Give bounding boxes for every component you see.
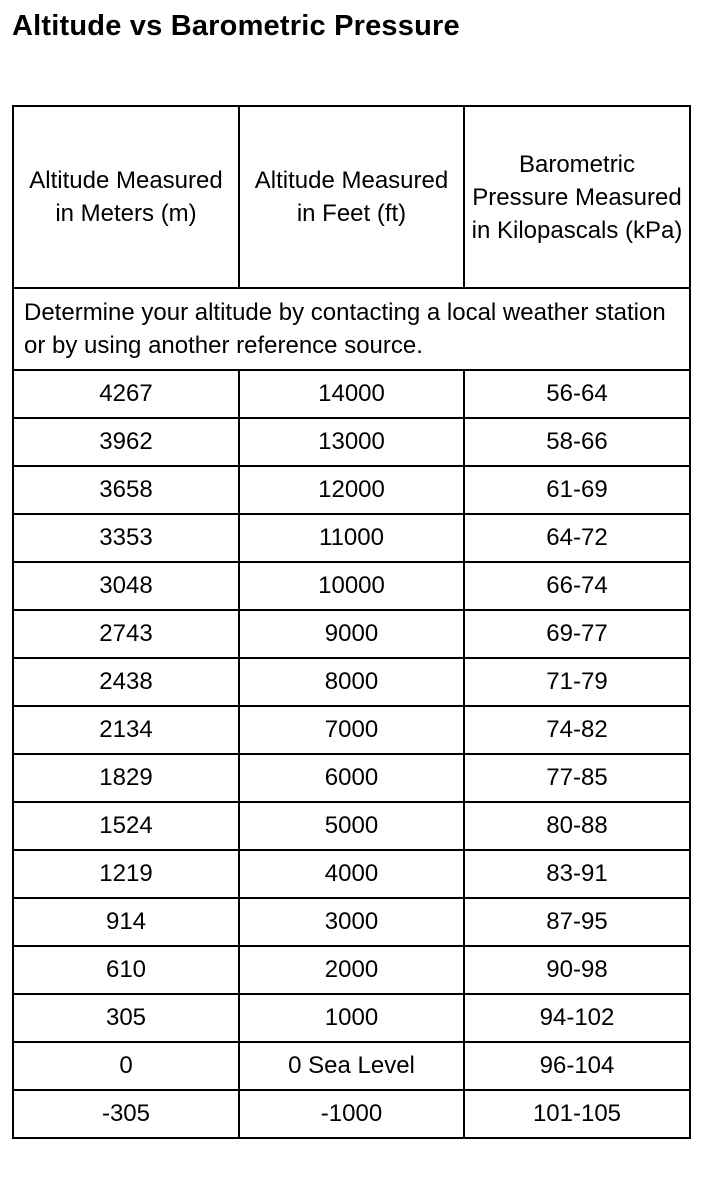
cell-meters: 2134 xyxy=(13,706,239,754)
table-body xyxy=(13,288,690,1138)
table-note: Determine your altitude by contacting a local weather station or by using another reference source. xyxy=(13,288,690,370)
cell-meters: 2438 xyxy=(13,658,239,706)
cell-meters: 914 xyxy=(13,898,239,946)
cell-meters: 1829 xyxy=(13,754,239,802)
cell-pressure: 87-95 xyxy=(464,898,690,946)
cell-meters: 3658 xyxy=(13,466,239,514)
header-altitude-feet: Altitude Measured in Feet (ft) xyxy=(239,106,464,288)
table-row xyxy=(13,418,690,466)
cell-pressure: 64-72 xyxy=(464,514,690,562)
cell-feet: 14000 xyxy=(239,370,464,418)
cell-meters: 0 xyxy=(13,1042,239,1090)
cell-meters: 3962 xyxy=(13,418,239,466)
table-row xyxy=(13,370,690,418)
table-row xyxy=(13,562,690,610)
cell-feet: 12000 xyxy=(239,466,464,514)
table-row xyxy=(13,898,690,946)
table-row xyxy=(13,514,690,562)
cell-pressure: 80-88 xyxy=(464,802,690,850)
cell-feet: 1000 xyxy=(239,994,464,1042)
cell-feet: 11000 xyxy=(239,514,464,562)
table-header-row xyxy=(13,106,690,288)
cell-feet: 10000 xyxy=(239,562,464,610)
table-row xyxy=(13,466,690,514)
cell-feet: 5000 xyxy=(239,802,464,850)
cell-pressure: 96-104 xyxy=(464,1042,690,1090)
cell-feet: 0 Sea Level xyxy=(239,1042,464,1090)
page-title: Altitude vs Barometric Pressure xyxy=(12,10,460,42)
cell-meters: 1524 xyxy=(13,802,239,850)
cell-pressure: 71-79 xyxy=(464,658,690,706)
cell-pressure: 69-77 xyxy=(464,610,690,658)
table-row xyxy=(13,994,690,1042)
cell-feet: 6000 xyxy=(239,754,464,802)
header-barometric-pressure: Barometric Pressure Measured in Kilopascals (kPa) xyxy=(464,106,690,288)
cell-meters: 4267 xyxy=(13,370,239,418)
table-row xyxy=(13,946,690,994)
cell-pressure: 90-98 xyxy=(464,946,690,994)
cell-feet: 7000 xyxy=(239,706,464,754)
cell-pressure: 77-85 xyxy=(464,754,690,802)
cell-pressure: 74-82 xyxy=(464,706,690,754)
cell-meters: 3048 xyxy=(13,562,239,610)
table-row xyxy=(13,610,690,658)
cell-feet: 2000 xyxy=(239,946,464,994)
cell-feet: 9000 xyxy=(239,610,464,658)
table-row xyxy=(13,850,690,898)
table-row xyxy=(13,706,690,754)
header-altitude-meters: Altitude Measured in Meters (m) xyxy=(13,106,239,288)
cell-pressure: 101-105 xyxy=(464,1090,690,1138)
altitude-pressure-table xyxy=(12,105,691,1139)
cell-meters: 305 xyxy=(13,994,239,1042)
cell-feet: 13000 xyxy=(239,418,464,466)
cell-meters: -305 xyxy=(13,1090,239,1138)
cell-pressure: 94-102 xyxy=(464,994,690,1042)
cell-feet: 4000 xyxy=(239,850,464,898)
table-row xyxy=(13,658,690,706)
cell-pressure: 83-91 xyxy=(464,850,690,898)
cell-feet: -1000 xyxy=(239,1090,464,1138)
cell-pressure: 58-66 xyxy=(464,418,690,466)
table-row xyxy=(13,802,690,850)
cell-pressure: 56-64 xyxy=(464,370,690,418)
cell-pressure: 61-69 xyxy=(464,466,690,514)
cell-meters: 610 xyxy=(13,946,239,994)
table-note-row xyxy=(13,288,690,370)
cell-meters: 1219 xyxy=(13,850,239,898)
table-row xyxy=(13,754,690,802)
cell-feet: 8000 xyxy=(239,658,464,706)
cell-feet: 3000 xyxy=(239,898,464,946)
table-row xyxy=(13,1090,690,1138)
cell-meters: 2743 xyxy=(13,610,239,658)
cell-pressure: 66-74 xyxy=(464,562,690,610)
table-row xyxy=(13,1042,690,1090)
cell-meters: 3353 xyxy=(13,514,239,562)
